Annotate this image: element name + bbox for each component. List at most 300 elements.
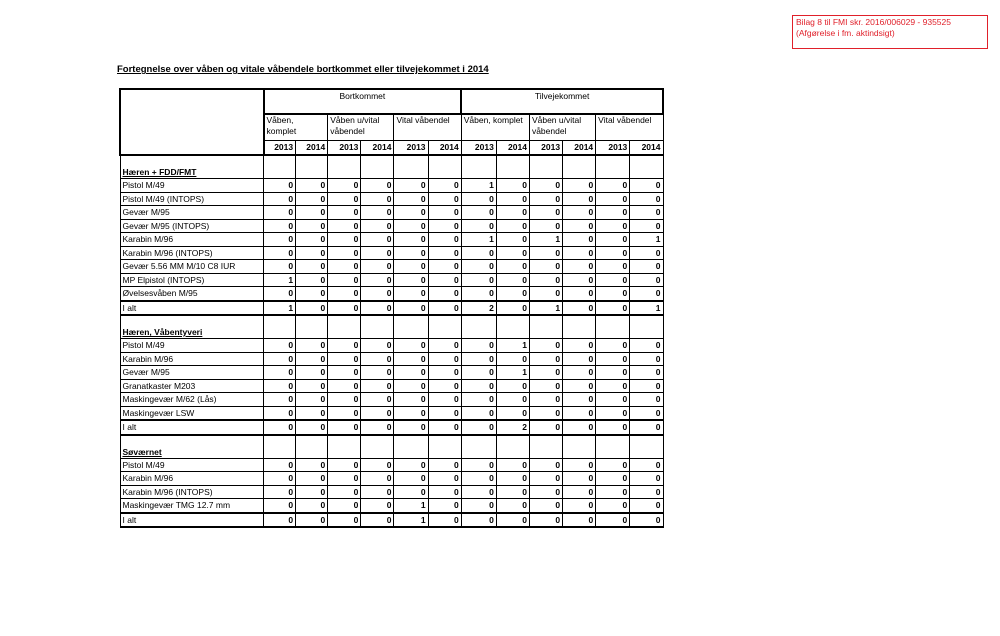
value-cell: 0 — [529, 339, 562, 353]
value-cell: 0 — [361, 179, 394, 193]
empty-cell — [630, 155, 663, 179]
header-year: 2013 — [328, 140, 361, 155]
value-cell: 0 — [394, 352, 428, 366]
value-cell: 0 — [596, 192, 630, 206]
empty-cell — [596, 315, 630, 339]
value-cell: 1 — [496, 339, 529, 353]
value-cell: 0 — [361, 206, 394, 220]
stamp-line-1: Bilag 8 til FMI skr. 2016/006029 - 935525 — [796, 17, 951, 27]
row-label: Pistol M/49 — [120, 339, 264, 353]
value-cell: 0 — [328, 233, 361, 247]
value-cell: 0 — [296, 219, 328, 233]
total-value-cell: 0 — [361, 513, 394, 528]
value-cell: 0 — [328, 206, 361, 220]
header-year: 2013 — [394, 140, 428, 155]
table-row — [120, 192, 663, 206]
value-cell: 0 — [361, 366, 394, 380]
empty-cell — [563, 315, 596, 339]
value-cell: 0 — [596, 339, 630, 353]
value-cell: 0 — [461, 219, 496, 233]
value-cell: 0 — [529, 219, 562, 233]
value-cell: 0 — [630, 219, 663, 233]
value-cell: 0 — [529, 287, 562, 301]
section-title: Hæren, Våbentyveri — [120, 315, 264, 339]
value-cell: 0 — [461, 406, 496, 420]
row-label: Karabin M/96 (INTOPS) — [120, 246, 264, 260]
total-value-cell: 1 — [264, 301, 296, 316]
header-subhead: Våben u/vital våbendel — [529, 114, 595, 141]
value-cell: 0 — [394, 379, 428, 393]
table-row — [120, 287, 663, 301]
weapons-table — [119, 88, 664, 528]
header-subhead: Vital våbendel — [394, 114, 461, 141]
row-label: Karabin M/96 — [120, 472, 264, 486]
value-cell: 0 — [596, 499, 630, 513]
value-cell: 0 — [563, 352, 596, 366]
value-cell: 0 — [529, 499, 562, 513]
total-value-cell: 0 — [596, 301, 630, 316]
value-cell: 0 — [563, 273, 596, 287]
value-cell: 1 — [461, 179, 496, 193]
value-cell: 0 — [394, 233, 428, 247]
empty-cell — [264, 315, 296, 339]
value-cell: 0 — [596, 246, 630, 260]
total-value-cell: 2 — [496, 420, 529, 435]
total-label: I alt — [120, 420, 264, 435]
value-cell: 0 — [296, 472, 328, 486]
header-year: 2013 — [596, 140, 630, 155]
value-cell: 0 — [461, 339, 496, 353]
header-year: 2014 — [630, 140, 663, 155]
value-cell: 0 — [496, 379, 529, 393]
value-cell: 0 — [264, 260, 296, 274]
value-cell: 0 — [563, 287, 596, 301]
value-cell: 0 — [361, 287, 394, 301]
value-cell: 0 — [296, 393, 328, 407]
value-cell: 0 — [630, 287, 663, 301]
value-cell: 0 — [264, 233, 296, 247]
value-cell: 0 — [361, 406, 394, 420]
value-cell: 0 — [296, 366, 328, 380]
value-cell: 0 — [296, 273, 328, 287]
table-row — [120, 458, 663, 472]
value-cell: 0 — [296, 179, 328, 193]
value-cell: 0 — [394, 485, 428, 499]
empty-cell — [461, 315, 496, 339]
empty-cell — [461, 155, 496, 179]
value-cell: 0 — [296, 339, 328, 353]
total-value-cell: 0 — [529, 420, 562, 435]
total-row — [120, 420, 663, 435]
value-cell: 0 — [596, 260, 630, 274]
value-cell: 0 — [563, 485, 596, 499]
empty-cell — [361, 435, 394, 459]
value-cell: 0 — [328, 379, 361, 393]
value-cell: 0 — [461, 393, 496, 407]
value-cell: 0 — [328, 339, 361, 353]
value-cell: 0 — [264, 458, 296, 472]
value-cell: 0 — [428, 206, 461, 220]
total-row — [120, 513, 663, 528]
value-cell: 0 — [563, 366, 596, 380]
total-value-cell: 0 — [496, 301, 529, 316]
value-cell: 0 — [328, 472, 361, 486]
value-cell: 0 — [361, 233, 394, 247]
value-cell: 0 — [428, 339, 461, 353]
value-cell: 0 — [596, 179, 630, 193]
value-cell: 0 — [496, 406, 529, 420]
value-cell: 0 — [428, 246, 461, 260]
empty-cell — [361, 155, 394, 179]
value-cell: 0 — [563, 339, 596, 353]
value-cell: 0 — [361, 379, 394, 393]
total-value-cell: 0 — [361, 420, 394, 435]
total-value-cell: 0 — [296, 420, 328, 435]
value-cell: 0 — [630, 273, 663, 287]
total-value-cell: 0 — [361, 301, 394, 316]
total-value-cell: 1 — [529, 301, 562, 316]
value-cell: 0 — [296, 260, 328, 274]
row-label: Pistol M/49 (INTOPS) — [120, 192, 264, 206]
value-cell: 0 — [461, 287, 496, 301]
table-row — [120, 233, 663, 247]
row-label: Gevær 5.56 MM M/10 C8 IUR — [120, 260, 264, 274]
table-row — [120, 179, 663, 193]
value-cell: 0 — [596, 219, 630, 233]
empty-cell — [296, 315, 328, 339]
value-cell: 0 — [264, 472, 296, 486]
header-year: 2014 — [361, 140, 394, 155]
value-cell: 0 — [630, 499, 663, 513]
value-cell: 0 — [630, 206, 663, 220]
table-row — [120, 366, 663, 380]
value-cell: 0 — [428, 260, 461, 274]
empty-cell — [563, 155, 596, 179]
total-value-cell: 0 — [264, 420, 296, 435]
value-cell: 0 — [496, 499, 529, 513]
total-value-cell: 1 — [630, 301, 663, 316]
value-cell: 0 — [461, 472, 496, 486]
value-cell: 0 — [264, 339, 296, 353]
value-cell: 0 — [563, 233, 596, 247]
value-cell: 0 — [496, 485, 529, 499]
row-label: Granatkaster M203 — [120, 379, 264, 393]
value-cell: 0 — [328, 366, 361, 380]
total-value-cell: 0 — [296, 301, 328, 316]
section-title: Søværnet — [120, 435, 264, 459]
value-cell: 0 — [461, 206, 496, 220]
value-cell: 0 — [596, 379, 630, 393]
header-group-bortkommet: Bortkommet — [264, 89, 462, 114]
value-cell: 0 — [296, 352, 328, 366]
value-cell: 0 — [428, 192, 461, 206]
value-cell: 0 — [496, 287, 529, 301]
total-value-cell: 0 — [328, 513, 361, 528]
section-title-row — [120, 315, 663, 339]
value-cell: 0 — [394, 260, 428, 274]
table-row — [120, 206, 663, 220]
total-value-cell: 0 — [461, 513, 496, 528]
row-label: Karabin M/96 — [120, 233, 264, 247]
header-group-row — [120, 89, 663, 114]
total-value-cell: 0 — [428, 513, 461, 528]
value-cell: 0 — [264, 179, 296, 193]
header-subhead: Våben, komplet — [264, 114, 328, 141]
value-cell: 0 — [596, 458, 630, 472]
total-label: I alt — [120, 301, 264, 316]
value-cell: 0 — [596, 406, 630, 420]
value-cell: 0 — [361, 352, 394, 366]
empty-cell — [596, 435, 630, 459]
table-row — [120, 219, 663, 233]
value-cell: 0 — [361, 273, 394, 287]
value-cell: 0 — [563, 179, 596, 193]
value-cell: 0 — [563, 472, 596, 486]
value-cell: 0 — [428, 287, 461, 301]
value-cell: 0 — [529, 393, 562, 407]
value-cell: 0 — [630, 352, 663, 366]
value-cell: 0 — [264, 287, 296, 301]
value-cell: 0 — [596, 472, 630, 486]
section-title-row — [120, 155, 663, 179]
value-cell: 0 — [563, 246, 596, 260]
value-cell: 0 — [461, 379, 496, 393]
total-value-cell: 0 — [394, 301, 428, 316]
total-value-cell: 1 — [394, 513, 428, 528]
table-row — [120, 499, 663, 513]
empty-cell — [394, 315, 428, 339]
total-label: I alt — [120, 513, 264, 528]
value-cell: 0 — [596, 485, 630, 499]
header-year: 2014 — [563, 140, 596, 155]
value-cell: 0 — [529, 406, 562, 420]
empty-cell — [461, 435, 496, 459]
value-cell: 0 — [296, 406, 328, 420]
value-cell: 0 — [461, 246, 496, 260]
value-cell: 0 — [394, 179, 428, 193]
table-row — [120, 260, 663, 274]
value-cell: 0 — [296, 485, 328, 499]
empty-cell — [496, 155, 529, 179]
value-cell: 0 — [264, 485, 296, 499]
table-row — [120, 393, 663, 407]
total-value-cell: 0 — [496, 513, 529, 528]
value-cell: 0 — [461, 366, 496, 380]
total-value-cell: 0 — [428, 301, 461, 316]
value-cell: 0 — [328, 246, 361, 260]
value-cell: 0 — [361, 192, 394, 206]
value-cell: 0 — [563, 406, 596, 420]
value-cell: 0 — [630, 458, 663, 472]
document-title: Fortegnelse over våben og vitale våbendele bortkommet eller tilvejekommet i 2014 — [117, 64, 489, 75]
header-group-tilvejekommet: Tilvejekommet — [461, 89, 663, 114]
value-cell: 0 — [264, 393, 296, 407]
value-cell: 0 — [529, 379, 562, 393]
value-cell: 0 — [394, 273, 428, 287]
value-cell: 0 — [428, 393, 461, 407]
header-year: 2013 — [529, 140, 562, 155]
value-cell: 0 — [328, 219, 361, 233]
value-cell: 0 — [529, 472, 562, 486]
value-cell: 0 — [529, 458, 562, 472]
value-cell: 0 — [264, 352, 296, 366]
value-cell: 0 — [563, 219, 596, 233]
value-cell: 0 — [428, 366, 461, 380]
value-cell: 0 — [428, 379, 461, 393]
value-cell: 1 — [630, 233, 663, 247]
weapons-table-container — [119, 88, 664, 525]
row-label: Maskingevær LSW — [120, 406, 264, 420]
header-year: 2013 — [461, 140, 496, 155]
value-cell: 0 — [264, 206, 296, 220]
value-cell: 0 — [361, 260, 394, 274]
value-cell: 0 — [596, 366, 630, 380]
value-cell: 0 — [296, 192, 328, 206]
value-cell: 0 — [394, 192, 428, 206]
value-cell: 0 — [328, 179, 361, 193]
total-value-cell: 0 — [328, 420, 361, 435]
empty-cell — [529, 435, 562, 459]
empty-cell — [394, 155, 428, 179]
empty-cell — [264, 435, 296, 459]
empty-cell — [296, 435, 328, 459]
value-cell: 0 — [529, 179, 562, 193]
total-value-cell: 0 — [529, 513, 562, 528]
value-cell: 0 — [461, 499, 496, 513]
value-cell: 0 — [361, 393, 394, 407]
total-value-cell: 0 — [394, 420, 428, 435]
table-row — [120, 379, 663, 393]
header-subhead: Vital våbendel — [596, 114, 663, 141]
row-label: Pistol M/49 — [120, 179, 264, 193]
value-cell: 0 — [496, 352, 529, 366]
case-reference-stamp — [792, 15, 988, 49]
empty-cell — [428, 315, 461, 339]
empty-cell — [428, 155, 461, 179]
value-cell: 0 — [496, 192, 529, 206]
total-value-cell: 0 — [428, 420, 461, 435]
row-label: Pistol M/49 — [120, 458, 264, 472]
value-cell: 0 — [428, 485, 461, 499]
value-cell: 0 — [496, 260, 529, 274]
value-cell: 0 — [630, 246, 663, 260]
total-value-cell: 0 — [596, 420, 630, 435]
value-cell: 0 — [563, 499, 596, 513]
value-cell: 0 — [529, 352, 562, 366]
value-cell: 0 — [630, 339, 663, 353]
empty-cell — [496, 435, 529, 459]
section-title: Hæren + FDD/FMT — [120, 155, 264, 179]
row-label: Karabin M/96 — [120, 352, 264, 366]
total-value-cell: 2 — [461, 301, 496, 316]
empty-cell — [394, 435, 428, 459]
row-label: Gevær M/95 — [120, 366, 264, 380]
value-cell: 0 — [529, 206, 562, 220]
value-cell: 0 — [630, 406, 663, 420]
value-cell: 0 — [630, 379, 663, 393]
value-cell: 0 — [529, 260, 562, 274]
value-cell: 0 — [394, 393, 428, 407]
stamp-line-2: (Afgørelse i fm. aktindsigt) — [796, 28, 895, 38]
value-cell: 0 — [361, 339, 394, 353]
value-cell: 0 — [394, 219, 428, 233]
empty-cell — [328, 315, 361, 339]
value-cell: 0 — [630, 260, 663, 274]
value-cell: 0 — [264, 366, 296, 380]
value-cell: 0 — [264, 406, 296, 420]
value-cell: 0 — [596, 206, 630, 220]
total-value-cell: 0 — [630, 513, 663, 528]
empty-cell — [264, 155, 296, 179]
header-corner-cell — [120, 89, 264, 155]
empty-cell — [296, 155, 328, 179]
value-cell: 1 — [461, 233, 496, 247]
value-cell: 0 — [328, 287, 361, 301]
value-cell: 0 — [630, 393, 663, 407]
row-label: Gevær M/95 — [120, 206, 264, 220]
total-value-cell: 0 — [264, 513, 296, 528]
value-cell: 0 — [394, 406, 428, 420]
value-cell: 0 — [328, 273, 361, 287]
value-cell: 0 — [496, 246, 529, 260]
value-cell: 0 — [596, 352, 630, 366]
section-title-row — [120, 435, 663, 459]
value-cell: 0 — [563, 393, 596, 407]
table-row — [120, 339, 663, 353]
value-cell: 0 — [630, 179, 663, 193]
total-row — [120, 301, 663, 316]
value-cell: 0 — [264, 192, 296, 206]
value-cell: 0 — [496, 393, 529, 407]
header-subhead: Våben u/vital våbendel — [328, 114, 394, 141]
empty-cell — [630, 435, 663, 459]
value-cell: 0 — [361, 246, 394, 260]
value-cell: 0 — [563, 192, 596, 206]
value-cell: 0 — [461, 485, 496, 499]
total-value-cell: 0 — [563, 513, 596, 528]
row-label: Øvelsesvåben M/95 — [120, 287, 264, 301]
value-cell: 0 — [296, 379, 328, 393]
empty-cell — [563, 435, 596, 459]
value-cell: 0 — [328, 485, 361, 499]
value-cell: 0 — [563, 458, 596, 472]
value-cell: 0 — [394, 458, 428, 472]
empty-cell — [328, 435, 361, 459]
value-cell: 0 — [630, 472, 663, 486]
value-cell: 0 — [328, 192, 361, 206]
row-label: MP Elpistol (INTOPS) — [120, 273, 264, 287]
value-cell: 0 — [563, 379, 596, 393]
value-cell: 0 — [428, 406, 461, 420]
value-cell: 0 — [296, 287, 328, 301]
total-value-cell: 0 — [296, 513, 328, 528]
value-cell: 0 — [394, 246, 428, 260]
empty-cell — [428, 435, 461, 459]
value-cell: 0 — [296, 206, 328, 220]
value-cell: 0 — [461, 458, 496, 472]
total-value-cell: 0 — [563, 301, 596, 316]
row-label: Karabin M/96 (INTOPS) — [120, 485, 264, 499]
empty-cell — [596, 155, 630, 179]
row-label: Maskingevær M/62 (Lås) — [120, 393, 264, 407]
empty-cell — [529, 155, 562, 179]
value-cell: 0 — [428, 458, 461, 472]
value-cell: 0 — [328, 260, 361, 274]
value-cell: 1 — [529, 233, 562, 247]
value-cell: 0 — [361, 485, 394, 499]
value-cell: 0 — [529, 192, 562, 206]
value-cell: 0 — [529, 246, 562, 260]
